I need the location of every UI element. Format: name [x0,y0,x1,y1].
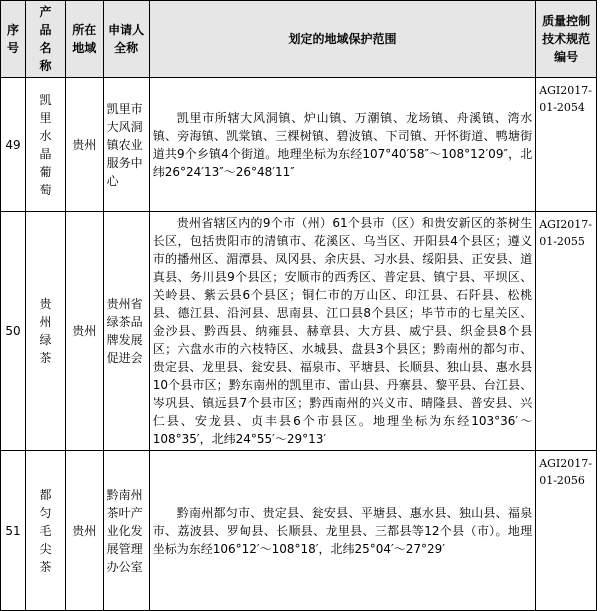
row-spec: AGI2017-01-2056 [536,451,597,611]
row-applicant: 贵州省绿茶品牌发展促进会 [103,212,149,451]
table-header-row [1,1,597,78]
table-row [1,78,597,212]
row-product-name: 凯里水晶葡萄 [26,78,66,212]
table-row [1,212,597,451]
row-scope: 凯里市所辖大风洞镇、炉山镇、万潮镇、龙场镇、舟溪镇、湾水镇、旁海镇、凯棠镇、三棵树镇、碧波镇、下司镇、开怀街道、鸭塘街道共9个乡镇4个街道。地理坐标为东经107°40′58″～108°12′09″，北纬26°24′13″～26°48′11″ [149,78,536,212]
row-no: 49 [1,78,26,212]
header-product-name: 产品名称 [26,1,66,78]
header-applicant: 申请人全称 [103,1,149,78]
row-region: 贵州 [65,78,103,212]
row-product-name: 都匀毛尖茶 [26,451,66,611]
table-row [1,451,597,611]
header-region: 所在地域 [65,1,103,78]
row-product-name: 贵州绿茶 [26,212,66,451]
row-spec: AGI2017-01-2055 [536,212,597,451]
row-no: 51 [1,451,26,611]
header-no: 序号 [1,1,26,78]
row-no: 50 [1,212,26,451]
row-region: 贵州 [65,451,103,611]
header-scope: 划定的地域保护范围 [149,1,536,78]
row-scope: 黔南州都匀市、贵定县、瓮安县、平塘县、惠水县、独山县、福泉市、荔波县、罗甸县、长顺县、龙里县、三都县等12个县（市）。地理坐标为东经106°12′～108°18′，北纬25°04′～27°29′ [149,451,536,611]
row-applicant: 黔南州茶叶产业化发展管理办公室 [103,451,149,611]
row-spec: AGI2017-01-2054 [536,78,597,212]
row-region: 贵州 [65,212,103,451]
row-scope: 贵州省辖区内的9个市（州）61个县市（区）和贵安新区的茶树生长区，包括贵阳市的清镇市、花溪区、乌当区、开阳县4个县区；遵义市的播州区、湄潭县、凤冈县、余庆县、习水县、绥阳县、正安县、道真县、务川县9个县区；安顺市的西秀区、普定县、镇宁县、平坝区、关岭县、紫云县6个县区；铜仁市的万山区、印江县、石阡县、松桃县、德江县、沿河县、思南县、江口县8个县区；毕节市的七星关区、金沙县、黔西县、纳雍县、赫章县、大方县、威宁县、织金县8个县区；六盘水市的六枝特区、水城县、盘县3个县区；黔南州的都匀市、贵定县、龙里县、瓮安县、福泉市、平塘县、长顺县、独山县、惠水县10个县市区；黔东南州的凯里市、雷山县、丹寨县、黎平县、台江县、岑巩县、镇远县7个县市区；黔西南州的兴义市、晴隆县、普安县、兴仁县、安龙县、贞丰县6个市县区。地理坐标为东经103°36′～108°35′，北纬24°55′～29°13′ [149,212,536,451]
header-spec: 质量控制技术规范编号 [536,1,597,78]
row-applicant: 凯里市大风洞镇农业服务中心 [103,78,149,212]
